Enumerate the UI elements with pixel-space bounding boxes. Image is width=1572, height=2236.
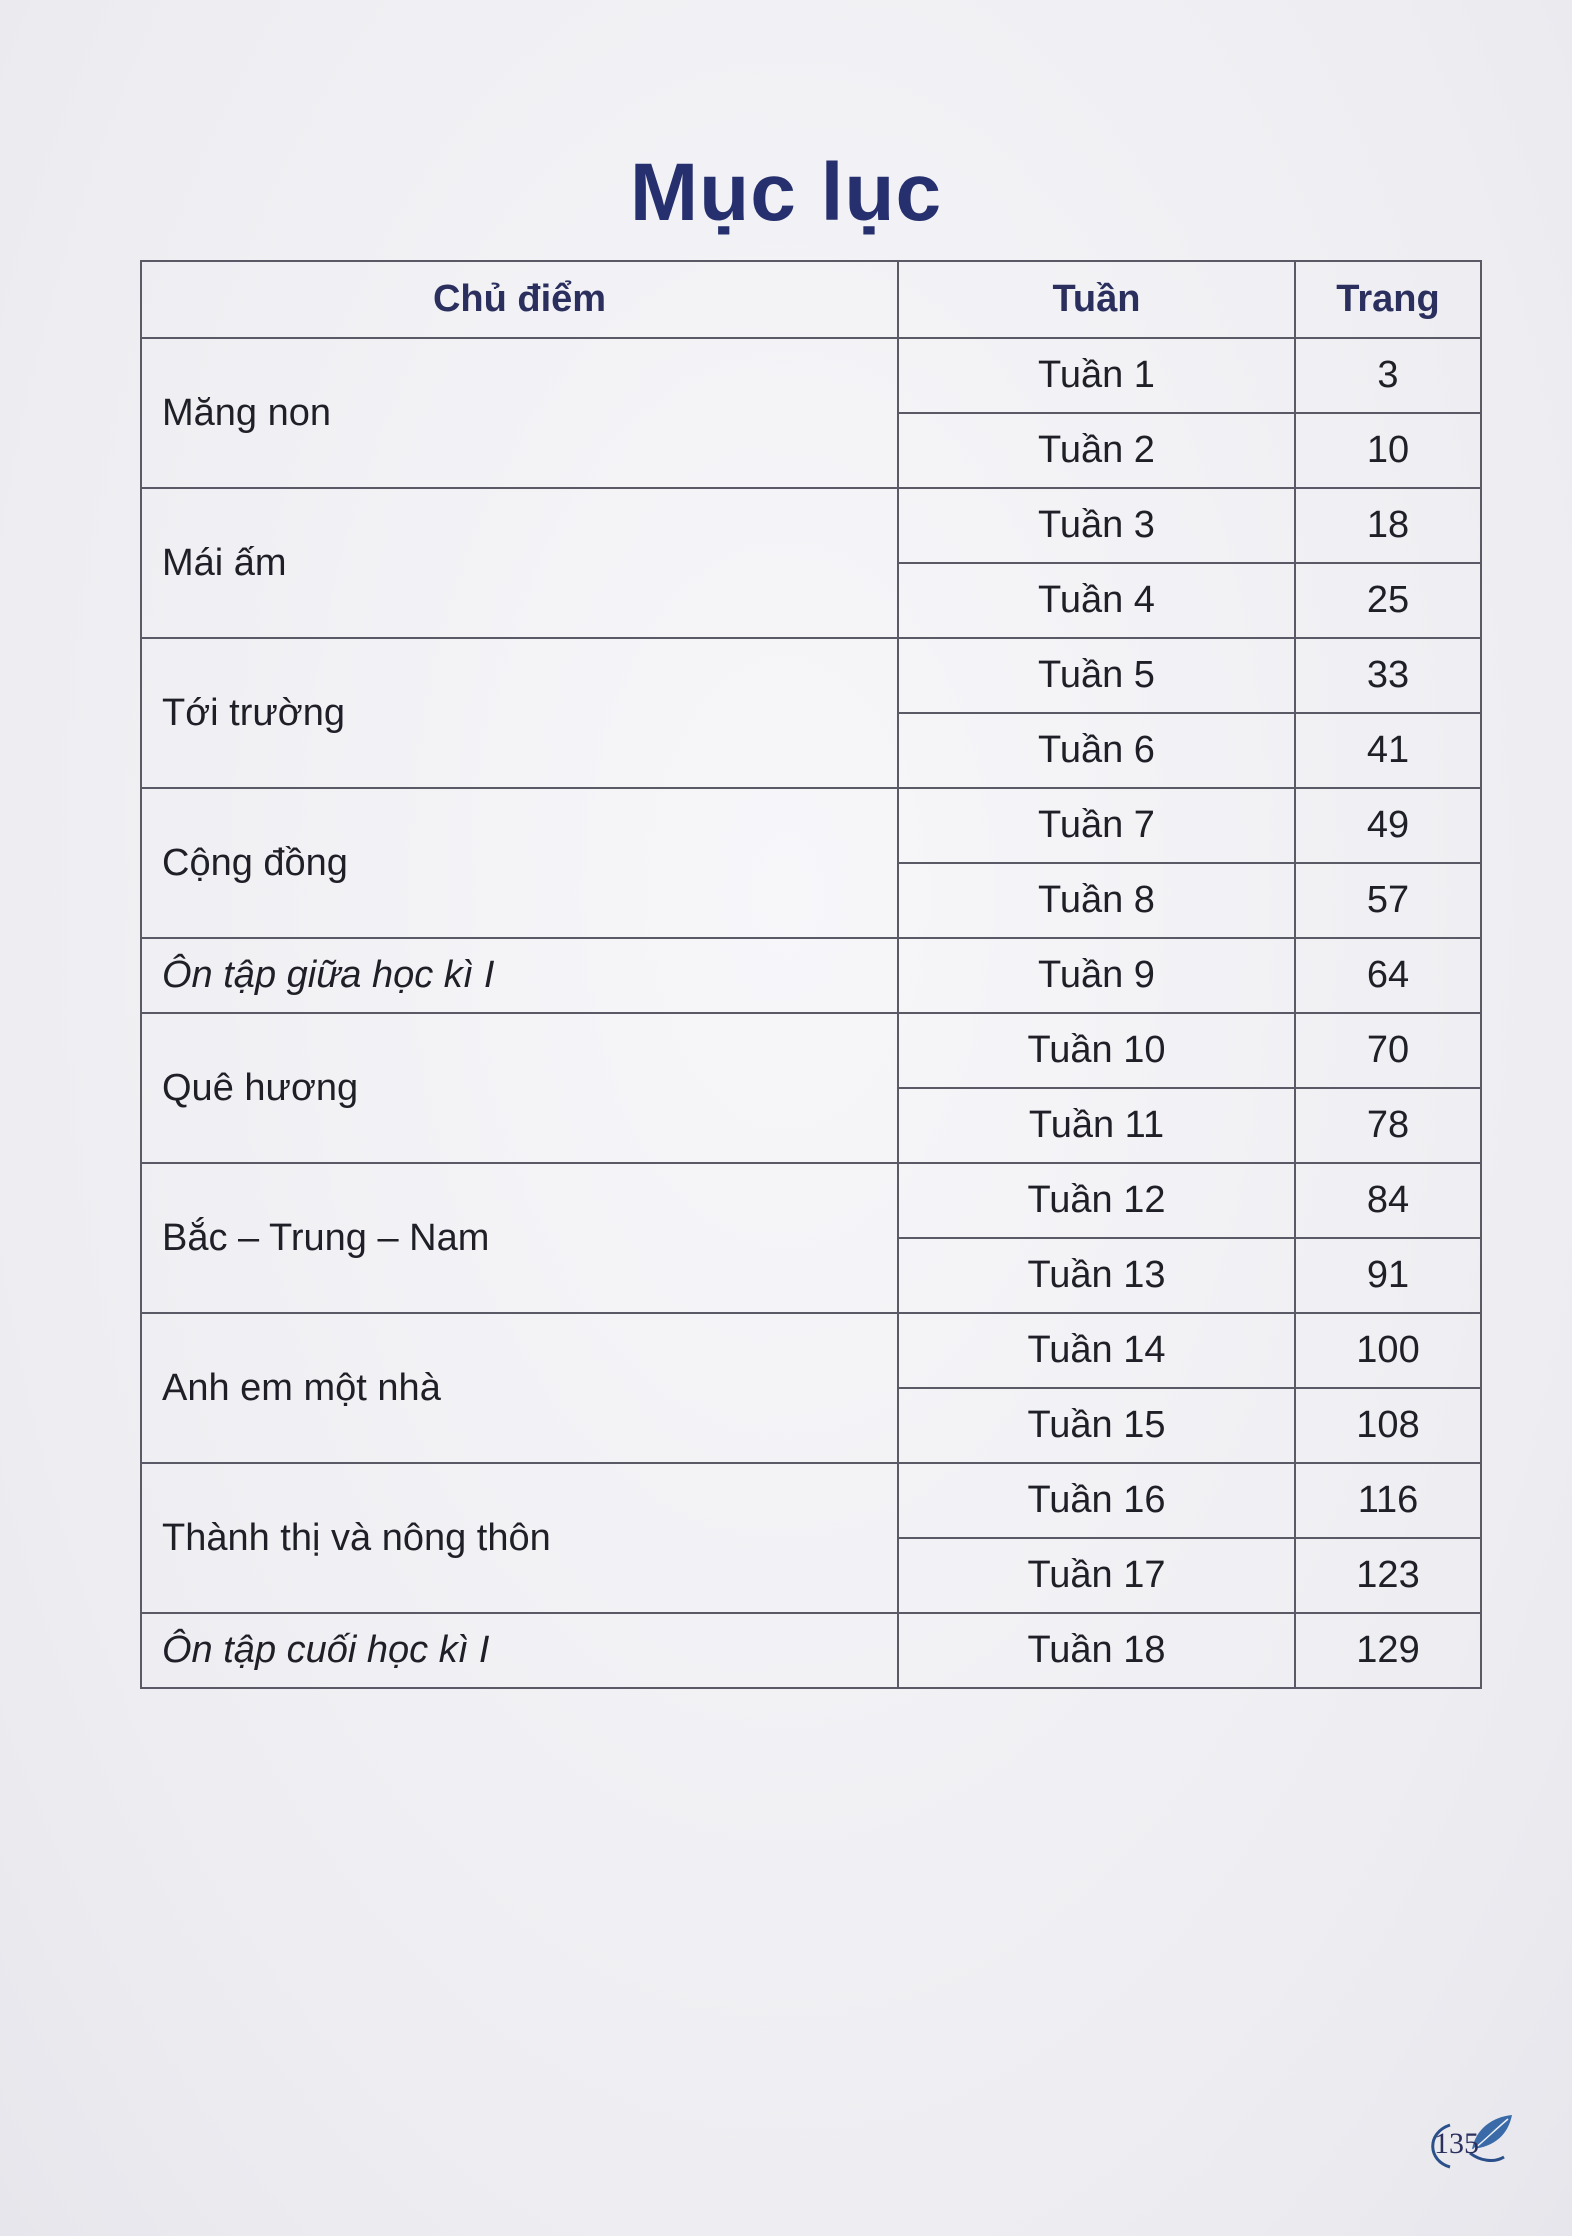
table-row [141, 1013, 1481, 1088]
page-cell: 100 [1295, 1313, 1481, 1388]
table-body [141, 338, 1481, 1688]
week-cell: Tuần 14 [898, 1313, 1295, 1388]
page-cell: 18 [1295, 488, 1481, 563]
topic-cell: Quê hương [141, 1013, 898, 1163]
week-cell: Tuần 17 [898, 1538, 1295, 1613]
table-row [141, 1313, 1481, 1388]
table-row [141, 938, 1481, 1013]
week-cell: Tuần 9 [898, 938, 1295, 1013]
topic-cell: Anh em một nhà [141, 1313, 898, 1463]
page-cell: 91 [1295, 1238, 1481, 1313]
week-cell: Tuần 3 [898, 488, 1295, 563]
week-cell: Tuần 18 [898, 1613, 1295, 1688]
week-cell: Tuần 8 [898, 863, 1295, 938]
page-cell: 129 [1295, 1613, 1481, 1688]
week-cell: Tuần 4 [898, 563, 1295, 638]
topic-cell: Tới trường [141, 638, 898, 788]
page-cell: 78 [1295, 1088, 1481, 1163]
week-cell: Tuần 11 [898, 1088, 1295, 1163]
week-cell: Tuần 12 [898, 1163, 1295, 1238]
week-cell: Tuần 5 [898, 638, 1295, 713]
page-title: Mục lục [629, 146, 943, 238]
header-topic: Chủ điểm [141, 261, 898, 338]
table-header-row [141, 261, 1481, 338]
page-cell: 123 [1295, 1538, 1481, 1613]
week-cell: Tuần 15 [898, 1388, 1295, 1463]
page-cell: 49 [1295, 788, 1481, 863]
table-row [141, 1463, 1481, 1538]
table-row [141, 638, 1481, 713]
week-cell: Tuần 16 [898, 1463, 1295, 1538]
table-of-contents [140, 260, 1482, 1689]
table-row [141, 788, 1481, 863]
page-cell: 25 [1295, 563, 1481, 638]
topic-cell: Cộng đồng [141, 788, 898, 938]
week-cell: Tuần 13 [898, 1238, 1295, 1313]
page-cell: 116 [1295, 1463, 1481, 1538]
page-number-ornament [1420, 2105, 1520, 2185]
table-row [141, 1163, 1481, 1238]
page-cell: 57 [1295, 863, 1481, 938]
page-cell: 3 [1295, 338, 1481, 413]
week-cell: Tuần 7 [898, 788, 1295, 863]
topic-cell: Ôn tập giữa học kì I [141, 938, 898, 1013]
topic-cell: Thành thị và nông thôn [141, 1463, 898, 1613]
table-row [141, 1613, 1481, 1688]
week-cell: Tuần 1 [898, 338, 1295, 413]
header-week: Tuần [898, 261, 1295, 338]
topic-cell: Măng non [141, 338, 898, 488]
page-cell: 108 [1295, 1388, 1481, 1463]
page-cell: 41 [1295, 713, 1481, 788]
week-cell: Tuần 6 [898, 713, 1295, 788]
page-cell: 70 [1295, 1013, 1481, 1088]
page-cell: 84 [1295, 1163, 1481, 1238]
table-row [141, 488, 1481, 563]
page-cell: 64 [1295, 938, 1481, 1013]
header-page: Trang [1295, 261, 1481, 338]
topic-cell: Ôn tập cuối học kì I [141, 1613, 898, 1688]
topic-cell: Bắc – Trung – Nam [141, 1163, 898, 1313]
page-cell: 33 [1295, 638, 1481, 713]
page-number: 135 [1434, 2127, 1479, 2160]
table-row [141, 338, 1481, 413]
week-cell: Tuần 10 [898, 1013, 1295, 1088]
page-cell: 10 [1295, 413, 1481, 488]
week-cell: Tuần 2 [898, 413, 1295, 488]
topic-cell: Mái ấm [141, 488, 898, 638]
